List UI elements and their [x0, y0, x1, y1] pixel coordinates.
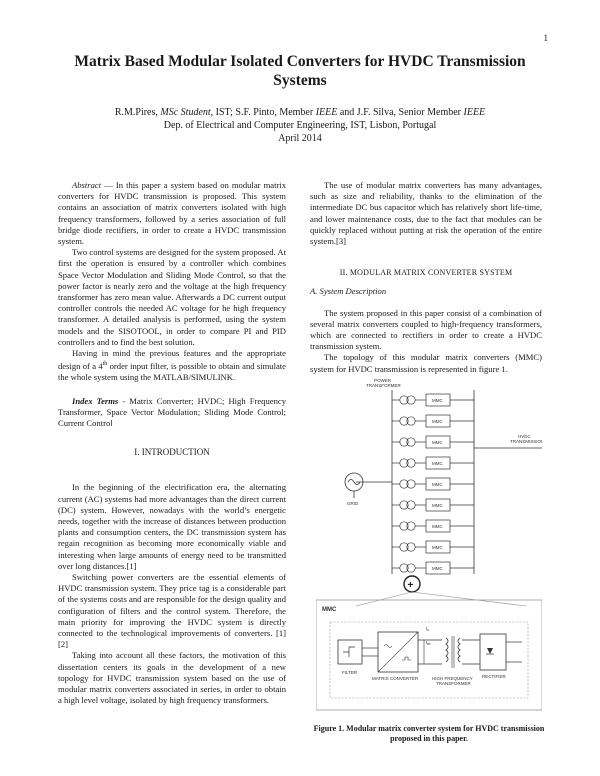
- transformer-secondary-icon: [458, 638, 460, 662]
- mmc-module-row: [392, 562, 474, 574]
- module-stack: [392, 394, 474, 574]
- mmc-module-label: MMC: [432, 545, 443, 550]
- author-block: [40, 106, 560, 145]
- left-column: [58, 180, 286, 706]
- abstract-label: Abstract: [72, 180, 102, 190]
- figure-1: [316, 378, 542, 723]
- mmc-module-row: [392, 394, 474, 406]
- mmc-module-label: MMC: [432, 566, 443, 571]
- right-p1: The use of modular matrix converters has many advantages, such as size and reliability, thanks to the elimination of the intermediate DC bus capacitor which has relatively short life-time, and lower maintenance costs, due to the fact that modules can be quickly replaced without putting at risk the operation of the entire system.[3]: [310, 180, 542, 247]
- ieee-2: IEEE: [463, 107, 486, 118]
- filter-symbol-icon: [343, 647, 355, 657]
- paper-title: Matrix Based Modular Isolated Converters for HVDC Transmission Systems: [74, 53, 526, 89]
- right-column: [310, 180, 542, 375]
- figure-caption: Figure 1. Modular matrix converter system for HVDC transmission proposed in this paper.: [313, 724, 545, 743]
- mmc-detail-box: [316, 600, 542, 710]
- index-terms: [58, 396, 286, 430]
- intro-p1: In the beginning of the electrification era, the alternating current (AC) systems had more advantages than the direct current (DC) system. However, nowadays with the world’s energetic needs, together with the increase of distances between production plants and consumption centers, the DC transmission system has regain recognition as becoming more economically viable and interesting when large amounts of energy need to be transmitted over long distances.[1]: [58, 482, 286, 571]
- mmc-module-row: [392, 415, 474, 427]
- date: April 2014: [278, 133, 322, 144]
- mmc-module-label: MMC: [432, 398, 443, 403]
- mmc-module-row: [392, 541, 474, 553]
- plus-icon: +: [407, 580, 414, 591]
- author-name-3: and J.F. Silva, Senior Member: [337, 107, 464, 118]
- abstract-p3a: Having in mind the previous features and the appropriate design of a 4: [58, 348, 286, 372]
- right-p2: The system proposed in this paper consist of a combination of several matrix converters coupled to high-frequency transformers, which are connected to rectifiers in order to create a HVDC transmission system.: [310, 307, 542, 352]
- rectifier-label: RECTIFIER: [482, 674, 506, 679]
- mmc-module-row: [392, 478, 474, 490]
- hvdc-label: HVDC TRANSMISSION: [510, 434, 542, 444]
- transformer-primary-icon: [446, 638, 448, 662]
- abstract-p3b: order input filter, is possible to obtain and simulate the whole system using the MATLAB/SIMULINK.: [58, 361, 286, 383]
- page-number: 1: [543, 33, 548, 43]
- diode-icon: [487, 648, 493, 654]
- filter-block: [338, 640, 362, 664]
- mmc-module-row: [392, 520, 474, 532]
- abstract-sup: th: [102, 361, 108, 368]
- author-line: [40, 106, 560, 119]
- abstract-p2: Two control systems are designed for the system proposed. At first the operation is ensured by a controller which combines Space Vector Modulation and Sliding Mode Control, so that the power factor is nearly zero and the voltage at the high frequency transformer has zero mean value. Afterwards a DC current output controller controls the needed AC voltage for he high frequency transformer. A detailed analysis is performed, using the system models and the SISOTOOL, in order to compare PI and PID controllers and to find the best solution.: [58, 247, 286, 347]
- section-2-heading: II. MODULAR MATRIX CONVERTER SYSTEM: [339, 268, 513, 278]
- mmc-module-row: [392, 436, 474, 448]
- grid-label: GRID: [347, 501, 359, 506]
- author-role-1: MSc Student: [160, 107, 211, 118]
- ieee-1: IEEE: [315, 107, 338, 118]
- mc-ac-icon: [384, 645, 392, 648]
- index-terms-text: Matrix Converter; HVDC; High Frequency Transformer, Space Vector Modulation; Sliding Mode Control; Current Control: [58, 395, 286, 428]
- mmc-module-label: MMC: [432, 482, 443, 487]
- mc-pulse-icon: [402, 657, 411, 660]
- mmc-module-row: [392, 457, 474, 469]
- figure-1-diagram: [316, 378, 542, 723]
- subsection-heading: A. System Description: [310, 286, 387, 297]
- rectifier-block: [480, 634, 506, 670]
- intro-heading: I. INTRODUCTION: [134, 447, 210, 458]
- abstract-text-1: — In this paper a system based on modular matrix converters for HVDC transmission is proposed. This system contains an association of matrix converters isolated with high frequency transformers, followed by a series association of full bridge diode rectifiers, in order to create a HVDC transmission system.: [58, 180, 286, 247]
- right-p3: The topology of this modular matrix converters (MMC) system for HVDC transmission is represented in figure 1.: [310, 352, 542, 374]
- zoom-line-left: [356, 592, 412, 606]
- mmc-detail-title: MMC: [322, 607, 337, 613]
- mc-diagonal: [378, 632, 418, 672]
- filter-label: FILTER: [342, 670, 358, 675]
- abstract-p1: [58, 180, 286, 247]
- index-terms-label: Index Terms -: [72, 395, 126, 406]
- author-name-1: R.M.Pires,: [114, 107, 161, 118]
- mmc-module-label: MMC: [432, 503, 443, 508]
- hft-label: HIGH FREQUENCY TRANSFORMER: [432, 676, 473, 686]
- mmc-module-label: MMC: [432, 419, 443, 424]
- mmc-module-label: MMC: [432, 524, 443, 529]
- current-io-label: $i_o$: [426, 626, 430, 632]
- intro-p2: Switching power converters are the essential elements of HVDC transmission system. They price tag is a considerable part of the systems costs and are responsible for the design quality and configuration of filters and the control system. Therefore, the main priority for improving the HVDC system is directly connected to the technological improvements of converters. [1] [2]: [58, 571, 286, 650]
- affiliation: Dep. of Electrical and Computer Engineering, IST, Lisbon, Portugal: [163, 120, 437, 131]
- author-name-2: , IST; S.F. Pinto, Member: [210, 107, 316, 118]
- mmc-module-row: [392, 499, 474, 511]
- mmc-module-label: MMC: [432, 440, 443, 445]
- mmc-inner-box: [330, 622, 528, 698]
- power-transformer-label: POWER TRANSFORMER: [366, 378, 401, 388]
- mc-label: MATRIX CONVERTER: [372, 676, 419, 681]
- zoom-line-right: [412, 592, 526, 606]
- intro-p3: Taking into account all these factors, the motivation of this dissertation centers its goals in the development of a new topology for HVDC transmission system based on the use of modular matrix converters associated in series, in order to obtain a high level voltage, isolated by high frequency transformers.: [58, 650, 286, 706]
- mmc-module-label: MMC: [432, 461, 443, 466]
- abstract-p3: [58, 348, 286, 383]
- current-idc-label: $i_{dc}$: [426, 640, 431, 646]
